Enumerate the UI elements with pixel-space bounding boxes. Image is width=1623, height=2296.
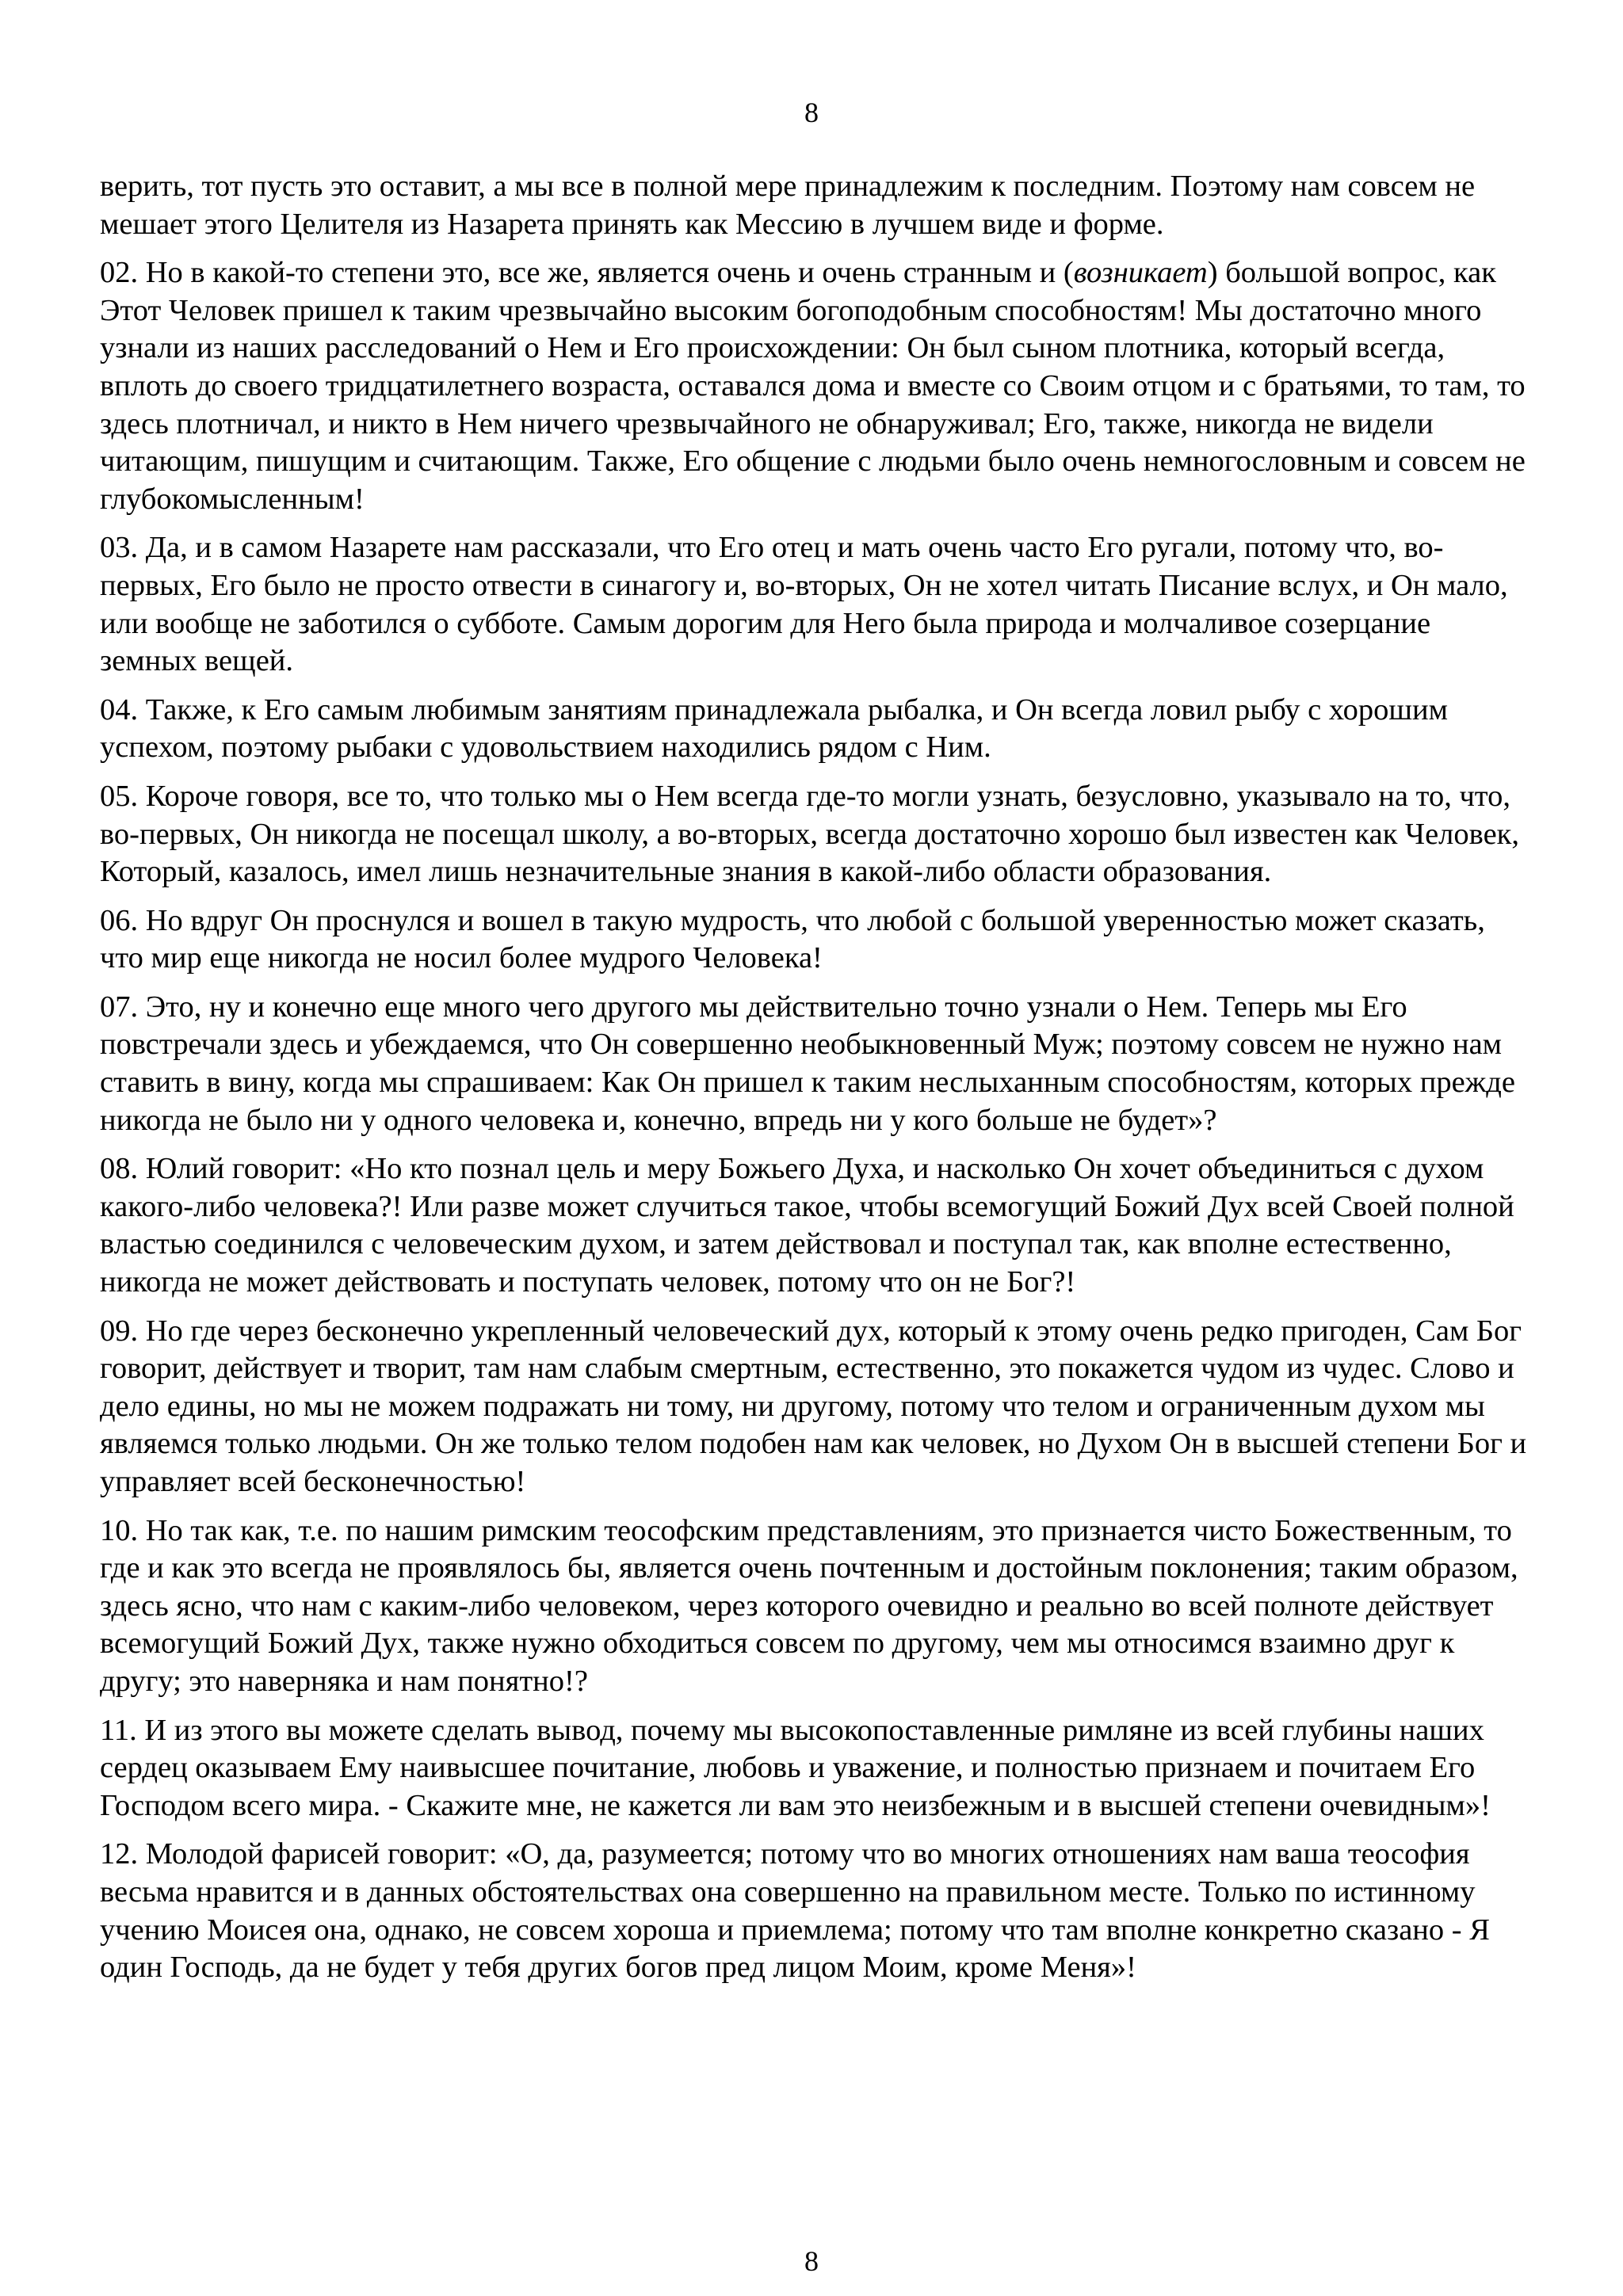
paragraph-11: 11. И из этого вы можете сделать вывод, почему мы высокопоставленные римляне из всей глубины наших сердец оказываем Ему наивысшее почитание, любовь и уважение, и полностью признаем и почитаем Его Господом всего мира. - Скажите мне, не кажется ли вам это неизбежным и в высшей степени очевидным»! — [100, 1713, 1491, 1822]
paragraph-05: 05. Короче говоря, все то, что только мы о Нем всегда где-то могли узнать, безусловно, указывало на то, что, во-первых, Он никогда не посещал школу, а во-вторых, всегда достаточно хорошо был известен как Человек, Который, казалось, имел лишь незначительные знания в какой-либо области образования. — [100, 779, 1520, 889]
paragraph-12: 12. Молодой фарисей говорит: «О, да, разумеется; потому что во многих отношениях нам ваша теософия весьма нравится и в данных обстоятельствах она совершенно на правильном месте. Только по истинному учению Моисея она, однако, не совсем хороша и приемлема; потому что там вполне конкретно сказано - Я один Господь, да не будет у тебя других богов пред лицом Моим, кроме Меня»! — [100, 1837, 1490, 1985]
page-number-bottom: 8 — [804, 2245, 819, 2277]
paragraph-07: 07. Это, ну и конечно еще много чего другого мы действительно точно узнали о Нем. Теперь мы Его повстречали здесь и убеждаемся, что Он совершенно необыкновенный Муж; поэтому совсем не нужно нам ставить в вину, когда мы спрашиваем: Как Он пришел к таким неслыханным способностям, которых прежде никогда не было ни у одного человека и, конечно, впредь ни у кого больше не будет»? — [100, 990, 1515, 1137]
paragraph-02 — [100, 254, 1534, 518]
paragraph-02-before: 02. Но в какой-то степени это, все же, является очень и очень странным и ( — [100, 256, 1074, 290]
paragraph-06: 06. Но вдруг Он проснулся и вошел в такую мудрость, что любой с большой уверенностью может сказать, что мир еще никогда не носил более мудрого Человека! — [100, 903, 1485, 975]
paragraph-08: 08. Юлий говорит: «Но кто познал цель и меру Божьего Духа, и насколько Он хочет объединиться с духом какого-либо человека?! Или разве может случиться такое, чтобы всемогущий Божий Дух всей Своей полной властью соединился с человеческим духом, и затем действовал и поступал так, как вполне естественно, никогда не может действовать и поступать человек, потому что он не Бог?! — [100, 1152, 1514, 1299]
paragraph-02-italic: возникает — [1073, 256, 1208, 290]
paragraph-10: 10. Но так как, т.е. по нашим римским теософским представлениям, это признается чисто Божественным, то где и как это всегда не проявлялось бы, является очень почтенным и достойным поклонения; таким образом, здесь ясно, что нам с каким-либо человеком, через которого очевидно и реально во всей полноте действует всемогущий Божий Дух, также нужно обходиться совсем по другому, чем мы относимся взаимно друг к другу; это наверняка и нам понятно!? — [100, 1513, 1518, 1698]
paragraph-03: 03. Да, и в самом Назарете нам рассказали, что Его отец и мать очень часто Его ругали, потому что, во-первых, Его было не просто отвести в синагогу и, во-вторых, Он не хотел читать Писание вслух, и Он мало, или вообще не заботился о субботе. Самым дорогим для Него была природа и молчаливое созерцание земных вещей. — [100, 531, 1508, 678]
paragraph-continuation: верить, тот пусть это оставит, а мы все в полной мере принадлежим к последним. Поэтому нам совсем не мешает этого Целителя из Назарета принять как Мессию в лучшем виде и форме. — [100, 170, 1476, 241]
paragraph-04: 04. Также, к Его самым любимым занятиям принадлежала рыбалка, и Он всегда ловил рыбу с хорошим успехом, поэтому рыбаки с удовольствием находились рядом с Ним. — [100, 692, 1448, 765]
paragraph-02-after: ) большой вопрос, как Этот Человек пришел к таким чрезвычайно высоким богоподобным способностям! Мы достаточно много узнали из наших расследований о Нем и Его происхождении: Он был сыном плотника, который всегда, вплоть до своего тридцатилетнего возраста, оставался дома и вместе со Своим отцом и с братьями, то там, то здесь плотничал, и никто в Нем ничего чрезвычайного не обнаруживал; Его, также, никогда не видели читающим, пишущим и считающим. Также, Его общение с людьми было очень немногословным и совсем не глубокомысленным! — [100, 256, 1526, 516]
document-body — [100, 168, 1534, 1998]
paragraph-09: 09. Но где через бесконечно укрепленный человеческий дух, который к этому очень редко пригоден, Сам Бог говорит, действует и творит, там нам слабым смертным, естественно, это покажется чудом из чудес. Слово и дело едины, но мы не можем подражать ни тому, ни другому, потому что телом и ограниченным духом мы являемся только людьми. Он же только телом подобен нам как человек, но Духом Он в высшей степени Бог и управляет всей бесконечностью! — [100, 1314, 1527, 1498]
page-number-top: 8 — [804, 97, 819, 128]
